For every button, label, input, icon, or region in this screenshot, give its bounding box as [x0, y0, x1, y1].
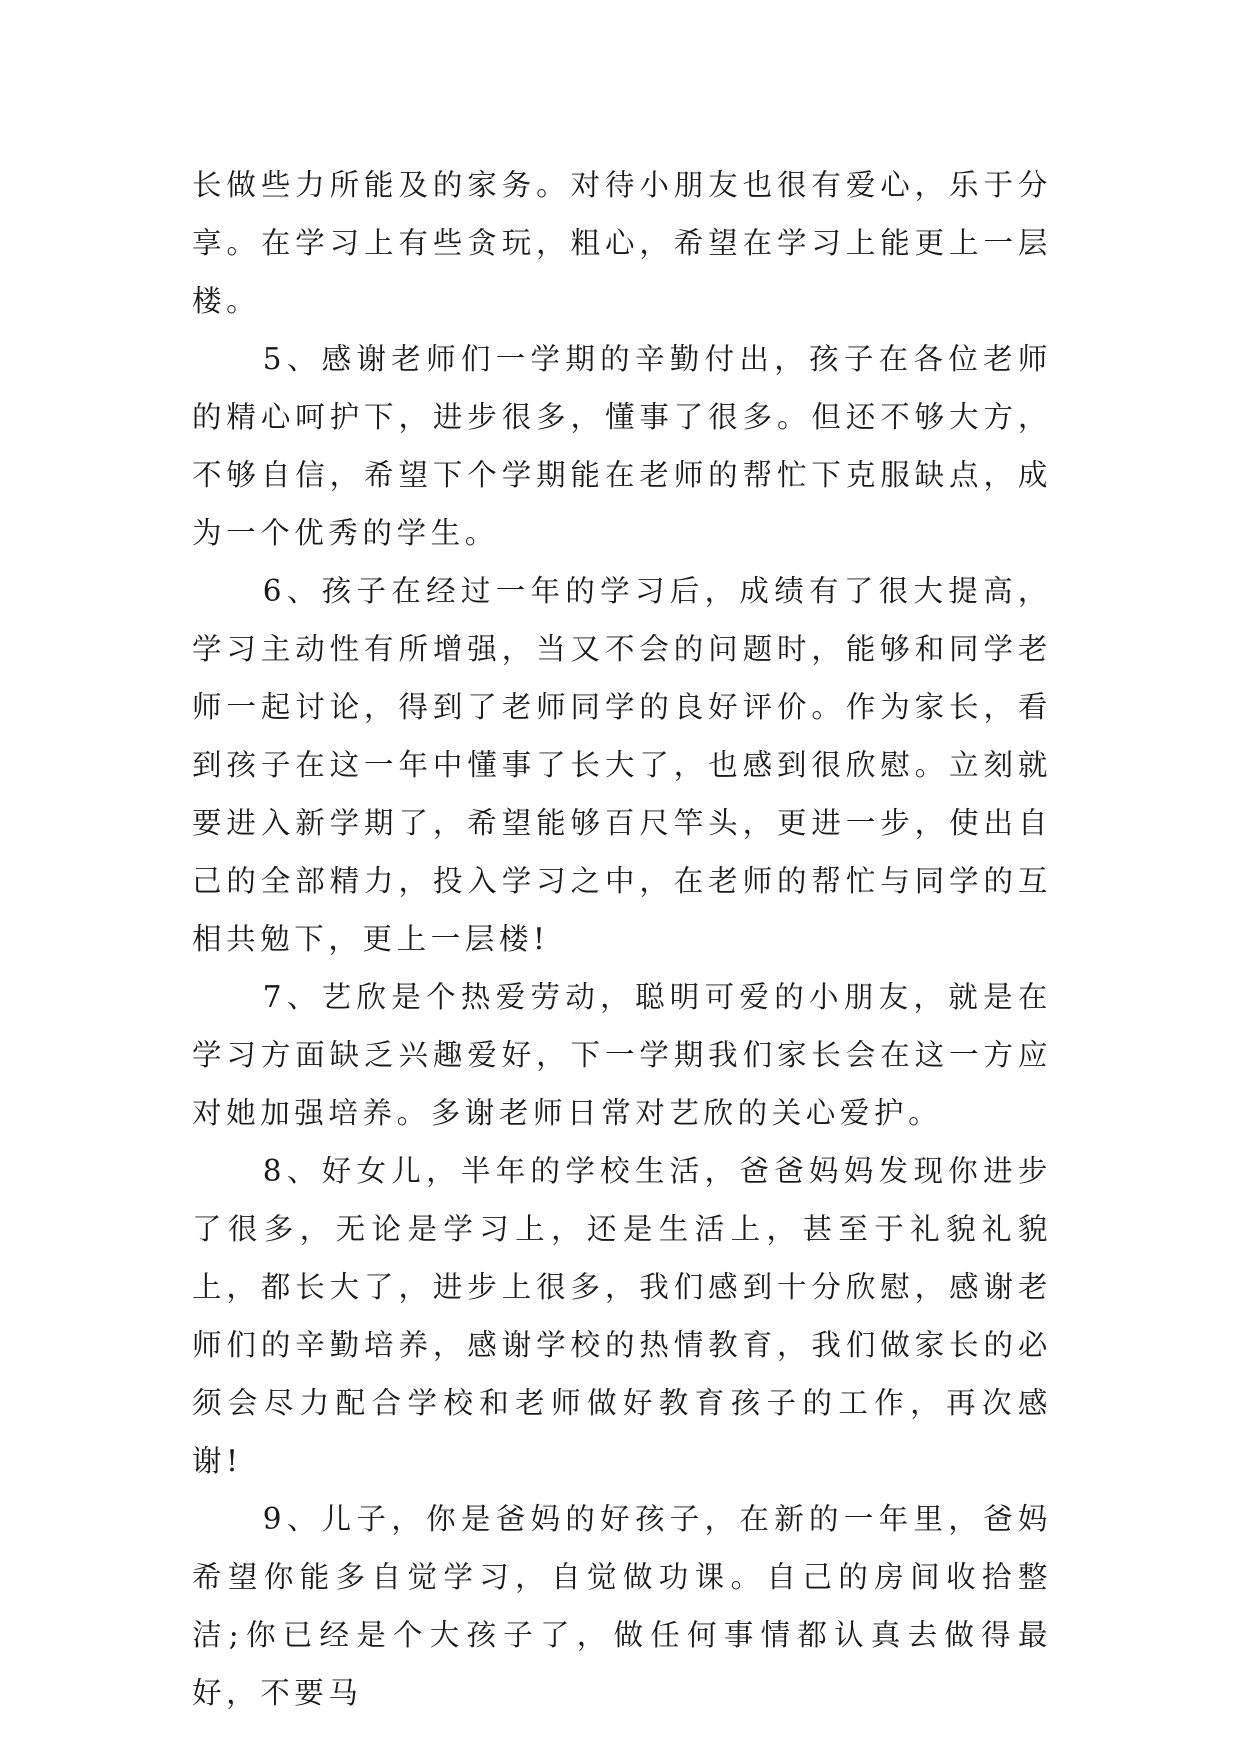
paragraph-item-9: 9、儿子，你是爸妈的好孩子，在新的一年里，爸妈希望你能多自觉学习，自觉做功课。自己的房间收拾整洁;你已经是个大孩子了，做任何事情都认真去做得最好，不要马 [192, 1502, 1052, 1710]
paragraph-item-8: 8、好女儿，半年的学校生活，爸爸妈妈发现你进步了很多，无论是学习上，还是生活上，甚至于礼貌礼貌上，都长大了，进步上很多，我们感到十分欣慰，感谢老师们的辛勤培养，感谢学校的热情教育，我们做家长的必须会尽力配合学校和老师做好教育孩子的工作，再次感谢! [192, 1154, 1052, 1478]
paragraph-item-6: 6、孩子在经过一年的学习后，成绩有了很大提高，学习主动性有所增强，当又不会的问题时，能够和同学老师一起讨论，得到了老师同学的良好评价。作为家长，看到孩子在这一年中懂事了长大了，也感到很欣慰。立刻就要进入新学期了，希望能够百尺竿头，更进一步，使出自己的全部精力，投入学习之中，在老师的帮忙与同学的互相共勉下，更上一层楼! [192, 574, 1052, 956]
document-body [192, 156, 1052, 1722]
paragraph-item-7: 7、艺欣是个热爱劳动，聪明可爱的小朋友，就是在学习方面缺乏兴趣爱好，下一学期我们家长会在这一方应对她加强培养。多谢老师日常对艺欣的关心爱护。 [192, 980, 1052, 1130]
paragraph-item-5: 5、感谢老师们一学期的辛勤付出，孩子在各位老师的精心呵护下，进步很多，懂事了很多。但还不够大方，不够自信，希望下个学期能在老师的帮忙下克服缺点，成为一个优秀的学生。 [192, 342, 1052, 550]
paragraph-continuation: 长做些力所能及的家务。对待小朋友也很有爱心，乐于分享。在学习上有些贪玩，粗心，希望在学习上能更上一层楼。 [192, 168, 1052, 318]
